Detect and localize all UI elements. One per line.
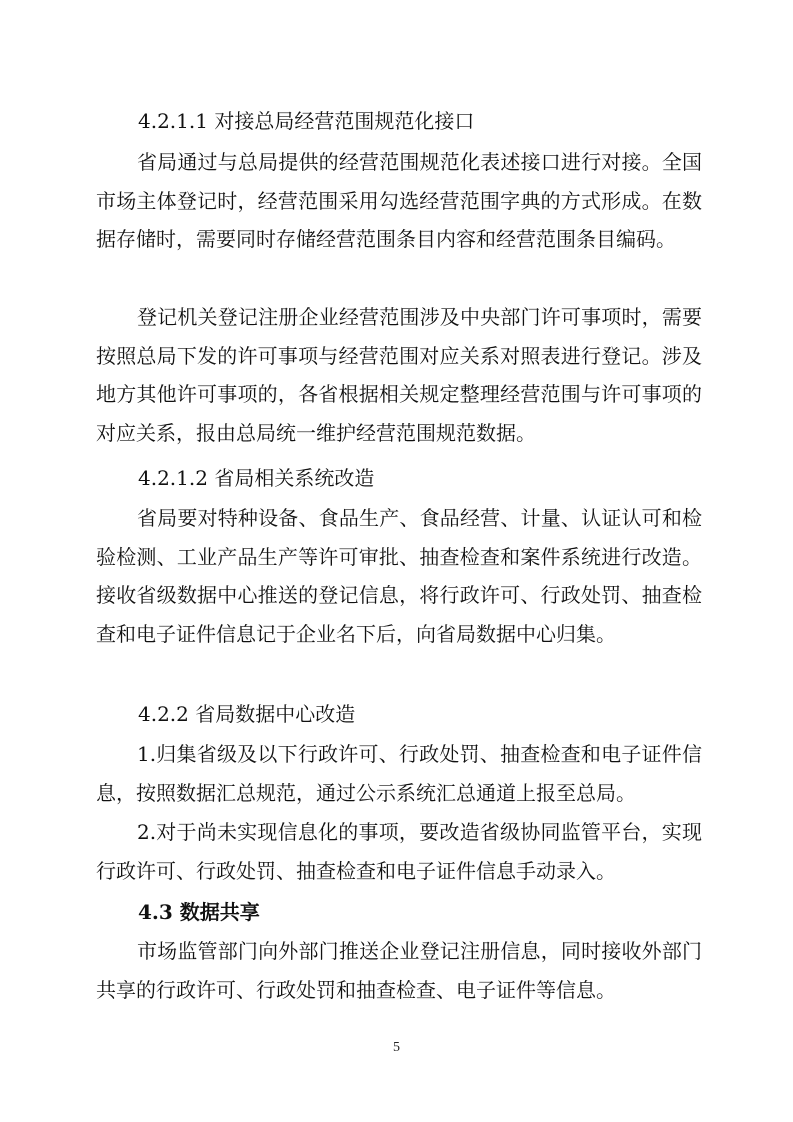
heading-4-2-1-1: 4.2.1.1 对接总局经营范围规范化接口 <box>138 109 475 133</box>
paragraph-data-collection: 1.归集省级及以下行政许可、行政处罚、抽查检查和电子证件信息，按照数据汇总规范，通过公示系统汇总通道上报至总局。 <box>96 742 702 805</box>
heading-4-2-1-2: 4.2.1.2 省局相关系统改造 <box>138 466 375 490</box>
paragraph-system-upgrade: 省局要对特种设备、食品生产、食品经营、计量、认证认可和检验检测、工业产品生产等许可审批、抽查检查和案件系统进行改造。接收省级数据中心推送的登记信息，将行政许可、行政处罚、抽查检查和电子证件信息记于企业名下后，向省局数据中心归集。 <box>96 506 702 646</box>
page-number: 5 <box>393 1040 400 1055</box>
paragraph-license-mapping: 登记机关登记注册企业经营范围涉及中央部门许可事项时，需要按照总局下发的许可事项与经营范围对应关系对照表进行登记。涉及地方其他许可事项的，各省根据相关规定整理经营范围与许可事项的对应关系，报由总局统一维护经营范围规范数据。 <box>96 305 702 445</box>
paragraph-data-sharing: 市场监管部门向外部门推送企业登记注册信息，同时接收外部门共享的行政许可、行政处罚和抽查检查、电子证件等信息。 <box>96 939 702 1002</box>
heading-4-3: 4.3 数据共享 <box>138 900 260 924</box>
paragraph-scope-interface: 省局通过与总局提供的经营范围规范化表述接口进行对接。全国市场主体登记时，经营范围采用勾选经营范围字典的方式形成。在数据存储时，需要同时存储经营范围条目内容和经营范围条目编码。 <box>96 150 702 251</box>
paragraph-manual-entry: 2.对于尚未实现信息化的事项，要改造省级协同监管平台，实现行政许可、行政处罚、抽查检查和电子证件信息手动录入。 <box>96 820 702 883</box>
heading-4-2-2: 4.2.2 省局数据中心改造 <box>138 702 356 726</box>
